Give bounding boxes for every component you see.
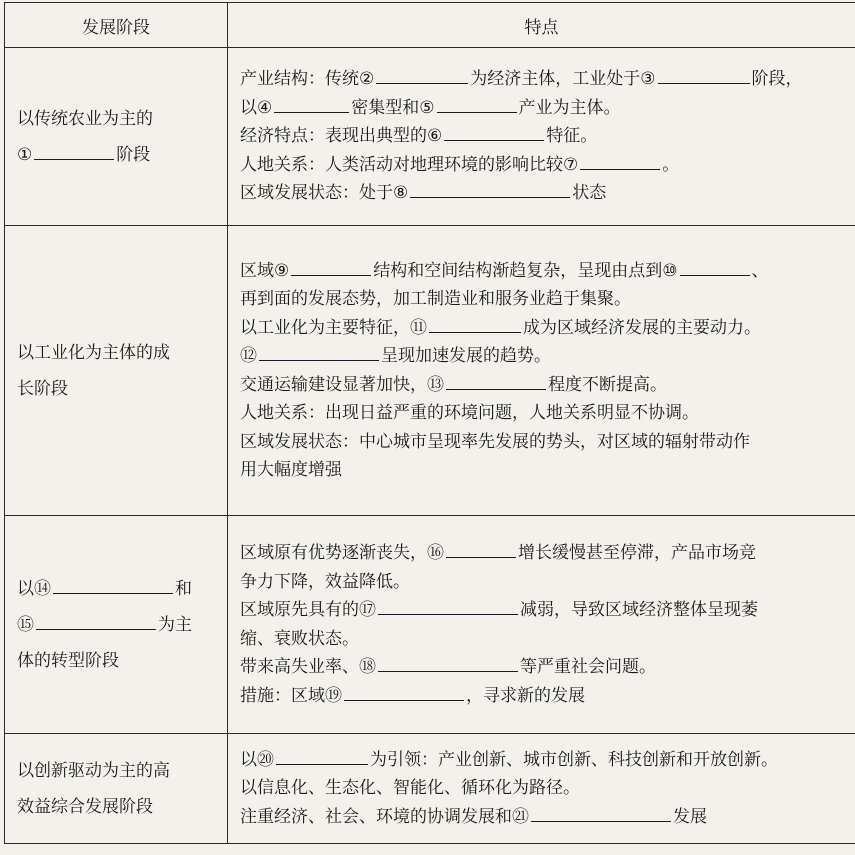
feature-line xyxy=(240,428,845,457)
feature-text: 成为区域经济发展的主要动力。 xyxy=(523,317,761,338)
feature-text: 程度不断提高。 xyxy=(548,374,667,395)
stage-text: ⑮ xyxy=(17,614,34,635)
stage-cell xyxy=(5,226,228,516)
fill-blank xyxy=(274,95,349,113)
feature-text: ⑫ xyxy=(240,346,257,366)
header-row xyxy=(5,3,855,48)
fill-blank xyxy=(344,683,464,701)
fill-blank xyxy=(680,258,750,276)
feature-line xyxy=(240,746,845,775)
feature-line xyxy=(240,774,845,803)
feature-text: 措施：区域⑲ xyxy=(240,685,342,706)
stage-text: 长阶段 xyxy=(17,378,68,399)
feature-line xyxy=(240,682,845,711)
stages-table xyxy=(4,2,855,844)
feature-text: 为经济主体，工业处于③ xyxy=(470,69,656,90)
table-row xyxy=(5,734,855,844)
feature-line xyxy=(240,257,845,286)
feature-line xyxy=(240,539,845,568)
header-stage: 发展阶段 xyxy=(5,3,228,48)
feature-text: ，寻求新的发展 xyxy=(466,685,585,706)
fill-blank xyxy=(437,95,517,113)
feature-text: 人地关系：出现日益严重的环境问题，人地关系明显不协调。 xyxy=(240,403,699,423)
feature-text: 区域⑨ xyxy=(240,260,290,281)
feature-text: 状态 xyxy=(572,183,607,204)
features-cell xyxy=(228,734,855,844)
feature-text: 等严重社会问题。 xyxy=(520,657,656,677)
feature-text: 人地关系：人类活动对地理环境的影响比较⑦ xyxy=(240,154,579,175)
stage-cell xyxy=(5,516,228,734)
fill-blank xyxy=(444,123,544,141)
stage-text: ① xyxy=(17,144,33,165)
feature-text: 注重经济、社会、环境的协调发展和㉑ xyxy=(240,806,529,827)
feature-text: 减弱，导致区域经济整体呈现萎 xyxy=(520,600,758,620)
fill-blank xyxy=(429,315,521,333)
feature-line xyxy=(240,399,845,428)
fill-blank xyxy=(376,66,468,84)
feature-text: 区域原有优势逐渐丧失，⑯ xyxy=(240,543,444,563)
feature-text: 缩、衰败状态。 xyxy=(240,628,359,649)
feature-text: 经济特点：表现出典型的⑥ xyxy=(240,126,443,147)
feature-line xyxy=(240,314,845,343)
fill-blank xyxy=(410,180,570,198)
stage-text: 以⑭ xyxy=(17,578,51,599)
feature-text: 以④ xyxy=(240,97,273,118)
fill-blank xyxy=(34,142,114,160)
feature-line xyxy=(240,342,845,371)
fill-blank xyxy=(291,258,371,276)
features-cell xyxy=(228,516,855,734)
feature-text: 再到面的发展态势，加工制造业和服务业趋于集聚。 xyxy=(240,289,631,309)
feature-text: 阶段， xyxy=(751,69,803,90)
feature-text: 用大幅度增强 xyxy=(240,460,342,480)
feature-text: 。 xyxy=(662,154,680,175)
fill-blank xyxy=(276,747,368,765)
feature-line xyxy=(240,65,845,94)
header-features: 特点 xyxy=(228,3,855,48)
feature-text: 带来高失业率、⑱ xyxy=(240,657,376,677)
fill-blank xyxy=(53,576,173,594)
feature-text: 发展 xyxy=(673,806,707,827)
stage-text: 效益综合发展阶段 xyxy=(17,796,153,817)
fill-blank xyxy=(378,597,518,615)
feature-line xyxy=(240,122,845,151)
feature-line xyxy=(240,625,845,654)
feature-line xyxy=(240,285,845,314)
feature-text: 、 xyxy=(751,260,769,281)
feature-text: 交通运输建设显著加快，⑬ xyxy=(240,374,444,395)
stage-text: 阶段 xyxy=(116,144,151,165)
feature-text: 区域发展状态：处于⑧ xyxy=(240,183,409,204)
feature-line xyxy=(240,596,845,625)
feature-line xyxy=(240,371,845,400)
feature-text: 以信息化、生态化、智能化、循环化为路径。 xyxy=(240,778,580,799)
fill-blank xyxy=(259,343,379,361)
table-row xyxy=(5,516,855,734)
table-row xyxy=(5,226,855,516)
fill-blank xyxy=(658,66,750,84)
table-row xyxy=(5,48,855,226)
fill-blank xyxy=(36,612,156,630)
fill-blank xyxy=(580,152,660,170)
feature-line xyxy=(240,179,845,208)
feature-text: 特征。 xyxy=(546,126,598,147)
fill-blank xyxy=(378,654,518,672)
feature-text: 区域原先具有的⑰ xyxy=(240,600,376,620)
feature-line xyxy=(240,94,845,123)
feature-text: 为引领：产业创新、城市创新、科技创新和开放创新。 xyxy=(370,749,778,770)
features-cell xyxy=(228,226,855,516)
fill-blank xyxy=(446,540,516,558)
feature-text: 产业为主体。 xyxy=(518,97,621,118)
feature-text: 增长缓慢甚至停滞，产品市场竞 xyxy=(518,543,756,563)
features-cell xyxy=(228,48,855,226)
feature-text: 密集型和⑤ xyxy=(351,97,435,118)
feature-line xyxy=(240,803,845,832)
feature-text: 争力下降，效益降低。 xyxy=(240,571,410,592)
feature-line xyxy=(240,151,845,180)
feature-line xyxy=(240,456,845,485)
stage-text: 以创新驱动为主的高 xyxy=(17,760,170,781)
fill-blank xyxy=(446,372,546,390)
stage-cell xyxy=(5,734,228,844)
stage-text: 以传统农业为主的 xyxy=(17,108,153,129)
stage-text: 为主 xyxy=(158,614,192,635)
stage-text: 和 xyxy=(175,578,192,599)
stage-text: 体的转型阶段 xyxy=(17,650,119,671)
feature-line xyxy=(240,568,845,597)
feature-text: 呈现加速发展的趋势。 xyxy=(381,346,551,366)
feature-text: 结构和空间结构渐趋复杂，呈现由点到⑩ xyxy=(373,260,678,281)
feature-line xyxy=(240,653,845,682)
feature-text: 区域发展状态：中心城市呈现率先发展的势头，对区域的辐射带动作 xyxy=(240,431,750,452)
feature-text: 产业结构：传统② xyxy=(240,69,375,90)
feature-text: 以工业化为主要特征，⑪ xyxy=(240,317,427,338)
stage-cell xyxy=(5,48,228,226)
feature-text: 以⑳ xyxy=(240,749,274,770)
stage-text: 以工业化为主体的成 xyxy=(17,342,170,363)
fill-blank xyxy=(531,804,671,822)
